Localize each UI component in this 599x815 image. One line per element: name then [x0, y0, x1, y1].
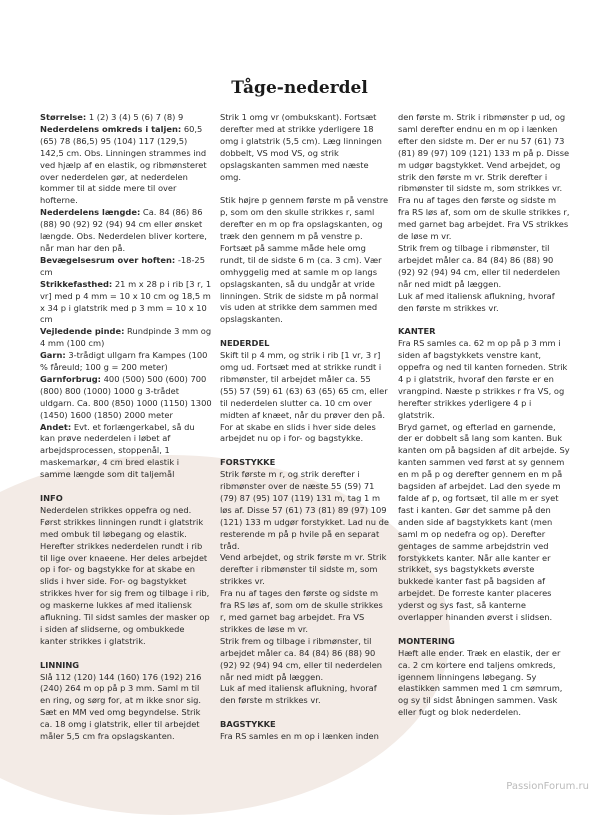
montering-heading: MONTERING — [398, 635, 455, 646]
spec-length: Nederdelens længde: Ca. 84 (86) 86 (88) 90 (92) 92 (94) 94 cm eller ønsket længde. Obs. Nederdelen bliver kortere, når man har den på. — [40, 207, 207, 253]
page-title: Tåge-nederdel — [231, 78, 368, 98]
spec-yarn-amount: Garnforbrug: 400 (500) 500 (600) 700 (800) 800 (1000) 1000 g 3-trådet uldgarn. Ca. 800 (850) 1000 (1150) 1300 (1450) 1600 (1850) 2000 meter — [40, 373, 212, 420]
specs-list — [40, 112, 212, 481]
forstykke-heading: FORSTYKKE — [220, 457, 276, 468]
spec-yarn: Garn: 3-trådigt ullgarn fra Kampes (100 % fåreuld; 100 g = 200 meter) — [40, 350, 208, 373]
kanter-text: Fra RS samles ca. 62 m op på p 3 mm i siden af bagstykkets venstre kant, oppefra og ned til kanten forneden. Strik 4 p i glatstrik, hvoraf den første er en vrangpind. Næste p strikkes r fra VS, og herefter strikkes yderligere 4 p i glatstrik. Bryd garnet, og efterlad en garnende, der er dobbelt så lang som kanten. Buk kanten om på bagsiden af dit arbejde. Sy kanten sammen ved først at sy gennem en m på p og derefter gennem en m på bagsiden af arbejdet. Lad den syede m falde af p, og fortsæt, til alle m er syet fast i kanten. Gør det samme på den anden side af bagstykkets kant (men saml m op nedefra og op). Derefter gentages de samme arbejdstrin ved forstykkets kanter. Når alle kanter er strikket, sys bagstykkets øverste bukkede kanter fast på bagsiden af arbejdet. De forreste kanter placeres yderst og sys fast, så kanterne overlapper hinanden øverst i slidsen. — [398, 338, 570, 623]
linning-continued-text: Strik 1 omg vr (ombukskant). Fortsæt derefter med at strikke yderligere 18 omg i glatstrik (5,5 cm). Læg linningen dobbelt, VS mod VS, og strik opslagskanten sammen med næste omg. — [220, 112, 382, 182]
nederdel-heading: NEDERDEL — [220, 338, 270, 349]
spec-ease: Bevægelsesrum over hoften: -18-25 cm — [40, 254, 205, 277]
column-3 — [398, 112, 570, 731]
linning-heading: LINNING — [40, 659, 80, 670]
spec-needles: Vejledende pinde: Rundpinde 3 mm og 4 mm (100 cm) — [40, 326, 212, 349]
column-2 — [220, 112, 390, 755]
info-heading: INFO — [40, 492, 63, 503]
watermark: PassionForum.ru — [506, 781, 589, 792]
column-1 — [40, 112, 212, 755]
bagstykke-heading: BAGSTYKKE — [220, 719, 276, 730]
opslag-text: Stik højre p gennem første m på venstre p, som om den skulle strikkes r, saml derefter en m op fra opslagskanten, og træk den gennem m på venstre p. Fortsæt på samme måde hele omg rundt, til de sidste 6 m (ca. 3 cm). Vær omhyggelig med at samle m op langs opslagskanten, så du undgår at vride linningen. Strik de sidste m på normal vis uden at strikke dem sammen med opslagskanten. — [220, 195, 389, 325]
kanter-heading: KANTER — [398, 326, 436, 337]
forstykke-text: Strik første m r, og strik derefter i ribmønster over de næste 55 (59) 71 (79) 87 (95) 107 (119) 131 m, tag 1 m løs af. Disse 57 (61) 73 (81) 89 (97) 109 (121) 133 m udgør forstykket. Lad nu de resterende m på p hvile på en separat tråd. Vend arbejdet, og strik første m vr. Strik derefter i ribmønster til sidste m, som strikkes vr. Fra nu af tages den første og sidste m fra RS løs af, som om de skulle strikkes r, med garnet bag arbejdet. Fra VS strikkes de løse m vr. Strik frem og tilbage i ribmønster, til arbejdet måler ca. 84 (84) 86 (88) 90 (92) 92 (94) 94 cm, eller til nederdelen når ned midt på læggen. Luk af med italiensk aflukning, hvoraf den første m strikkes vr. — [220, 469, 390, 706]
spec-waist: Nederdelens omkreds i taljen: 60,5 (65) 78 (86,5) 95 (104) 117 (129,5) 142,5 cm. Obs. Linningen strammes ind ved hjælp af en elastik, og ribmønsteret over nederdelen gør, at nederdelen kommer til at sidde mere til over hofterne. — [40, 123, 207, 206]
info-text: Nederdelen strikkes oppefra og ned. Først strikkes linningen rundt i glatstrik med ombuk til løbegang og elastik. Herefter strikkes nederdelen rundt i rib til lige over knaeene. Her deles arbejdet op i for- og bagstykke for at skabe en slids i hver side. For- og bagstykket strikkes hver for sig frem og tilbage i rib, og maskerne lukkes af med italiensk aflukning. Til sidst samles der masker op i siden af slidserne, og ombukkede kanter strikkes i glatstrik. — [40, 504, 210, 646]
bagstykke-continued-text: den første m. Strik i ribmønster p ud, og saml derefter endnu en m op i lænken efter den sidste m. Der er nu 57 (61) 73 (81) 89 (97) 109 (121) 133 m på p. Disse m udgør bagstykket. Vend arbejdet, og strik den første m vr. Strik derefter i ribmønster til sidste m, som strikkes vr. Fra nu af tages den første og sidste m fra RS løs af, som om de skulle strikkes r, med garnet bag arbejdet. Fra VS strikkes de løse m vr. Strik frem og tilbage i ribmønster, til arbejdet måler ca. 84 (84) 86 (88) 90 (92) 92 (94) 94 cm, eller til nederdelen når ned midt på læggen. Luk af med italiensk aflukning, hvoraf den første m strikkes vr. — [398, 112, 570, 313]
linning-text: Slå 112 (120) 144 (160) 176 (192) 216 (240) 264 m op på p 3 mm. Saml m til en ring, og sørg for, at m ikke snor sig. Sæt en MM ved omg begyndelse. Strik ca. 18 omg i glatstrik, eller til arbejdet måler 5,5 cm fra opslagskanten. — [40, 671, 202, 742]
montering-text: Hæft alle ender. Træk en elastik, der er ca. 2 cm kortere end taljens omkreds, igennem linningens løbegang. Sy elastikken sammen med 1 cm sømrum, og sy til sidst åbningen sammen. Vask eller fugt og blok nederdelen. — [398, 647, 563, 718]
spec-gauge: Strikkefasthed: 21 m x 28 p i rib [3 r, 1 vr] med p 4 mm = 10 x 10 cm og 18,5 m x 34 p i glatstrik med p 3 mm = 10 x 10 cm — [40, 278, 212, 325]
bagstykke-text: Fra RS samles en m op i lænken inden — [220, 731, 379, 742]
spec-other: Andet: Evt. et forlængerkabel, så du kan prøve nederdelen i løbet af arbejdsprocessen, stoppenål, 1 maskemarkør, 4 cm bred elastik i samme længde som dit taljemål — [40, 421, 195, 480]
nederdel-text: Skift til p 4 mm, og strik i rib [1 vr, 3 r] omg ud. Fortsæt med at strikke rundt i ribmønster, til arbejdet måler ca. 55 (55) 57 (59) 61 (63) 63 (65) 65 cm, eller til nederdelen slutter ca. 10 cm over midten af knæet, når du prøver den på. For at skabe en slids i hver side deles arbejdet nu op i for- og bagstykke. — [220, 350, 388, 444]
spec-size: Størrelse: 1 (2) 3 (4) 5 (6) 7 (8) 9 — [40, 112, 184, 122]
